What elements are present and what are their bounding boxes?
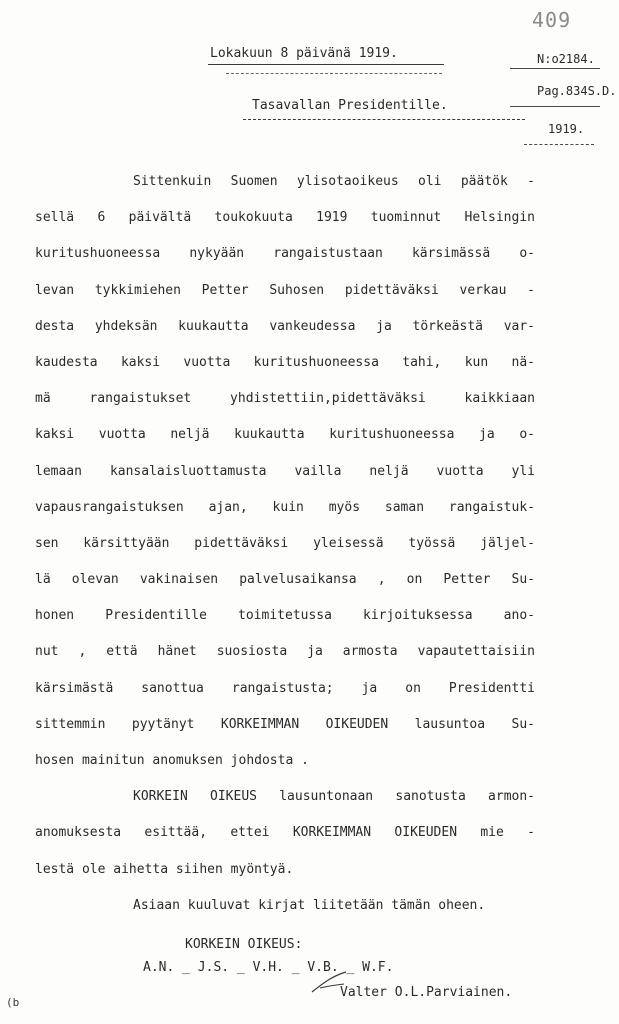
body-line: desta yhdeksän kuukautta vankeudessa ja törkeästä var- bbox=[35, 318, 535, 334]
body-line: kuritushuoneessa nykyään rangaistustaan kärsimässä o- bbox=[35, 246, 535, 262]
recipient-line: Tasavallan Presidentille. bbox=[252, 98, 448, 113]
body-line: lä olevan vakinaisen palvelusaikansa , on Petter Su- bbox=[35, 572, 535, 588]
body-line: lestä ole aihetta siihen myöntyä. bbox=[35, 861, 294, 877]
date-underline bbox=[208, 64, 444, 65]
body-line: kärsimästä sanottua rangaistusta; ja on Presidentti bbox=[35, 680, 535, 696]
signature-initials: A.N. _ J.S. _ V.H. _ V.B. _ W.F. bbox=[143, 960, 394, 975]
reference-year-line bbox=[524, 144, 594, 145]
body-line: kaudesta kaksi vuotta kuritushuoneessa tahi, kun nä- bbox=[35, 354, 535, 370]
body-line: nut , että hänet suosiosta ja armosta vapautettaisiin bbox=[35, 644, 535, 660]
body-line: Asiaan kuuluvat kirjat liitetään tämän oheen. bbox=[133, 897, 486, 913]
body-line: honen Presidentille toimitetussa kirjoituksessa ano- bbox=[35, 608, 535, 624]
recipient-underline bbox=[243, 119, 525, 120]
letter-body bbox=[35, 174, 535, 934]
reference-number: N:o2184. bbox=[537, 52, 595, 66]
body-line: Sittenkuin Suomen ylisotaoikeus oli päätök - bbox=[133, 174, 535, 189]
reference-year: 1919. bbox=[548, 122, 585, 136]
body-line: lemaan kansalaisluottamusta vailla neljä vuotta yli bbox=[35, 463, 535, 479]
body-line: mä rangaistukset yhdistettiin,pidettäväksi kaikkiaan bbox=[35, 391, 535, 407]
margin-mark: (b bbox=[6, 996, 20, 1009]
reference-page-line bbox=[510, 106, 600, 107]
body-line: levan tykkimiehen Petter Suhosen pidettäväksi verkau - bbox=[35, 282, 535, 298]
body-line: kaksi vuotta neljä kuukautta kuritushuoneessa ja o- bbox=[35, 427, 535, 443]
archive-number: 409 bbox=[532, 8, 572, 32]
body-line: sellä 6 päivältä toukokuuta 1919 tuominnut Helsingin bbox=[35, 210, 535, 226]
signer-name: Valter O.L.Parviainen. bbox=[340, 985, 513, 1000]
body-line: hosen mainitun anomuksen johdosta . bbox=[35, 753, 309, 768]
body-line: KORKEIN OIKEUS lausuntonaan sanotusta armon- bbox=[133, 789, 535, 805]
reference-number-line bbox=[510, 68, 600, 69]
date-line: Lokakuun 8 päivänä 1919. bbox=[210, 46, 398, 61]
signature-header: KORKEIN OIKEUS: bbox=[185, 937, 303, 952]
body-line: sen kärsittyään pidettäväksi yleisessä työssä jäljel- bbox=[35, 535, 535, 551]
body-line: vapausrangaistuksen ajan, kuin myös saman rangaistuk- bbox=[35, 499, 535, 515]
body-line: anomuksesta esittää, ettei KORKEIMMAN OIKEUDEN mie - bbox=[35, 825, 535, 841]
reference-page: Pag.834S.D. bbox=[537, 84, 617, 98]
body-line: sittemmin pyytänyt KORKEIMMAN OIKEUDEN lausuntoa Su- bbox=[35, 716, 535, 732]
date-dash-line bbox=[226, 73, 442, 74]
